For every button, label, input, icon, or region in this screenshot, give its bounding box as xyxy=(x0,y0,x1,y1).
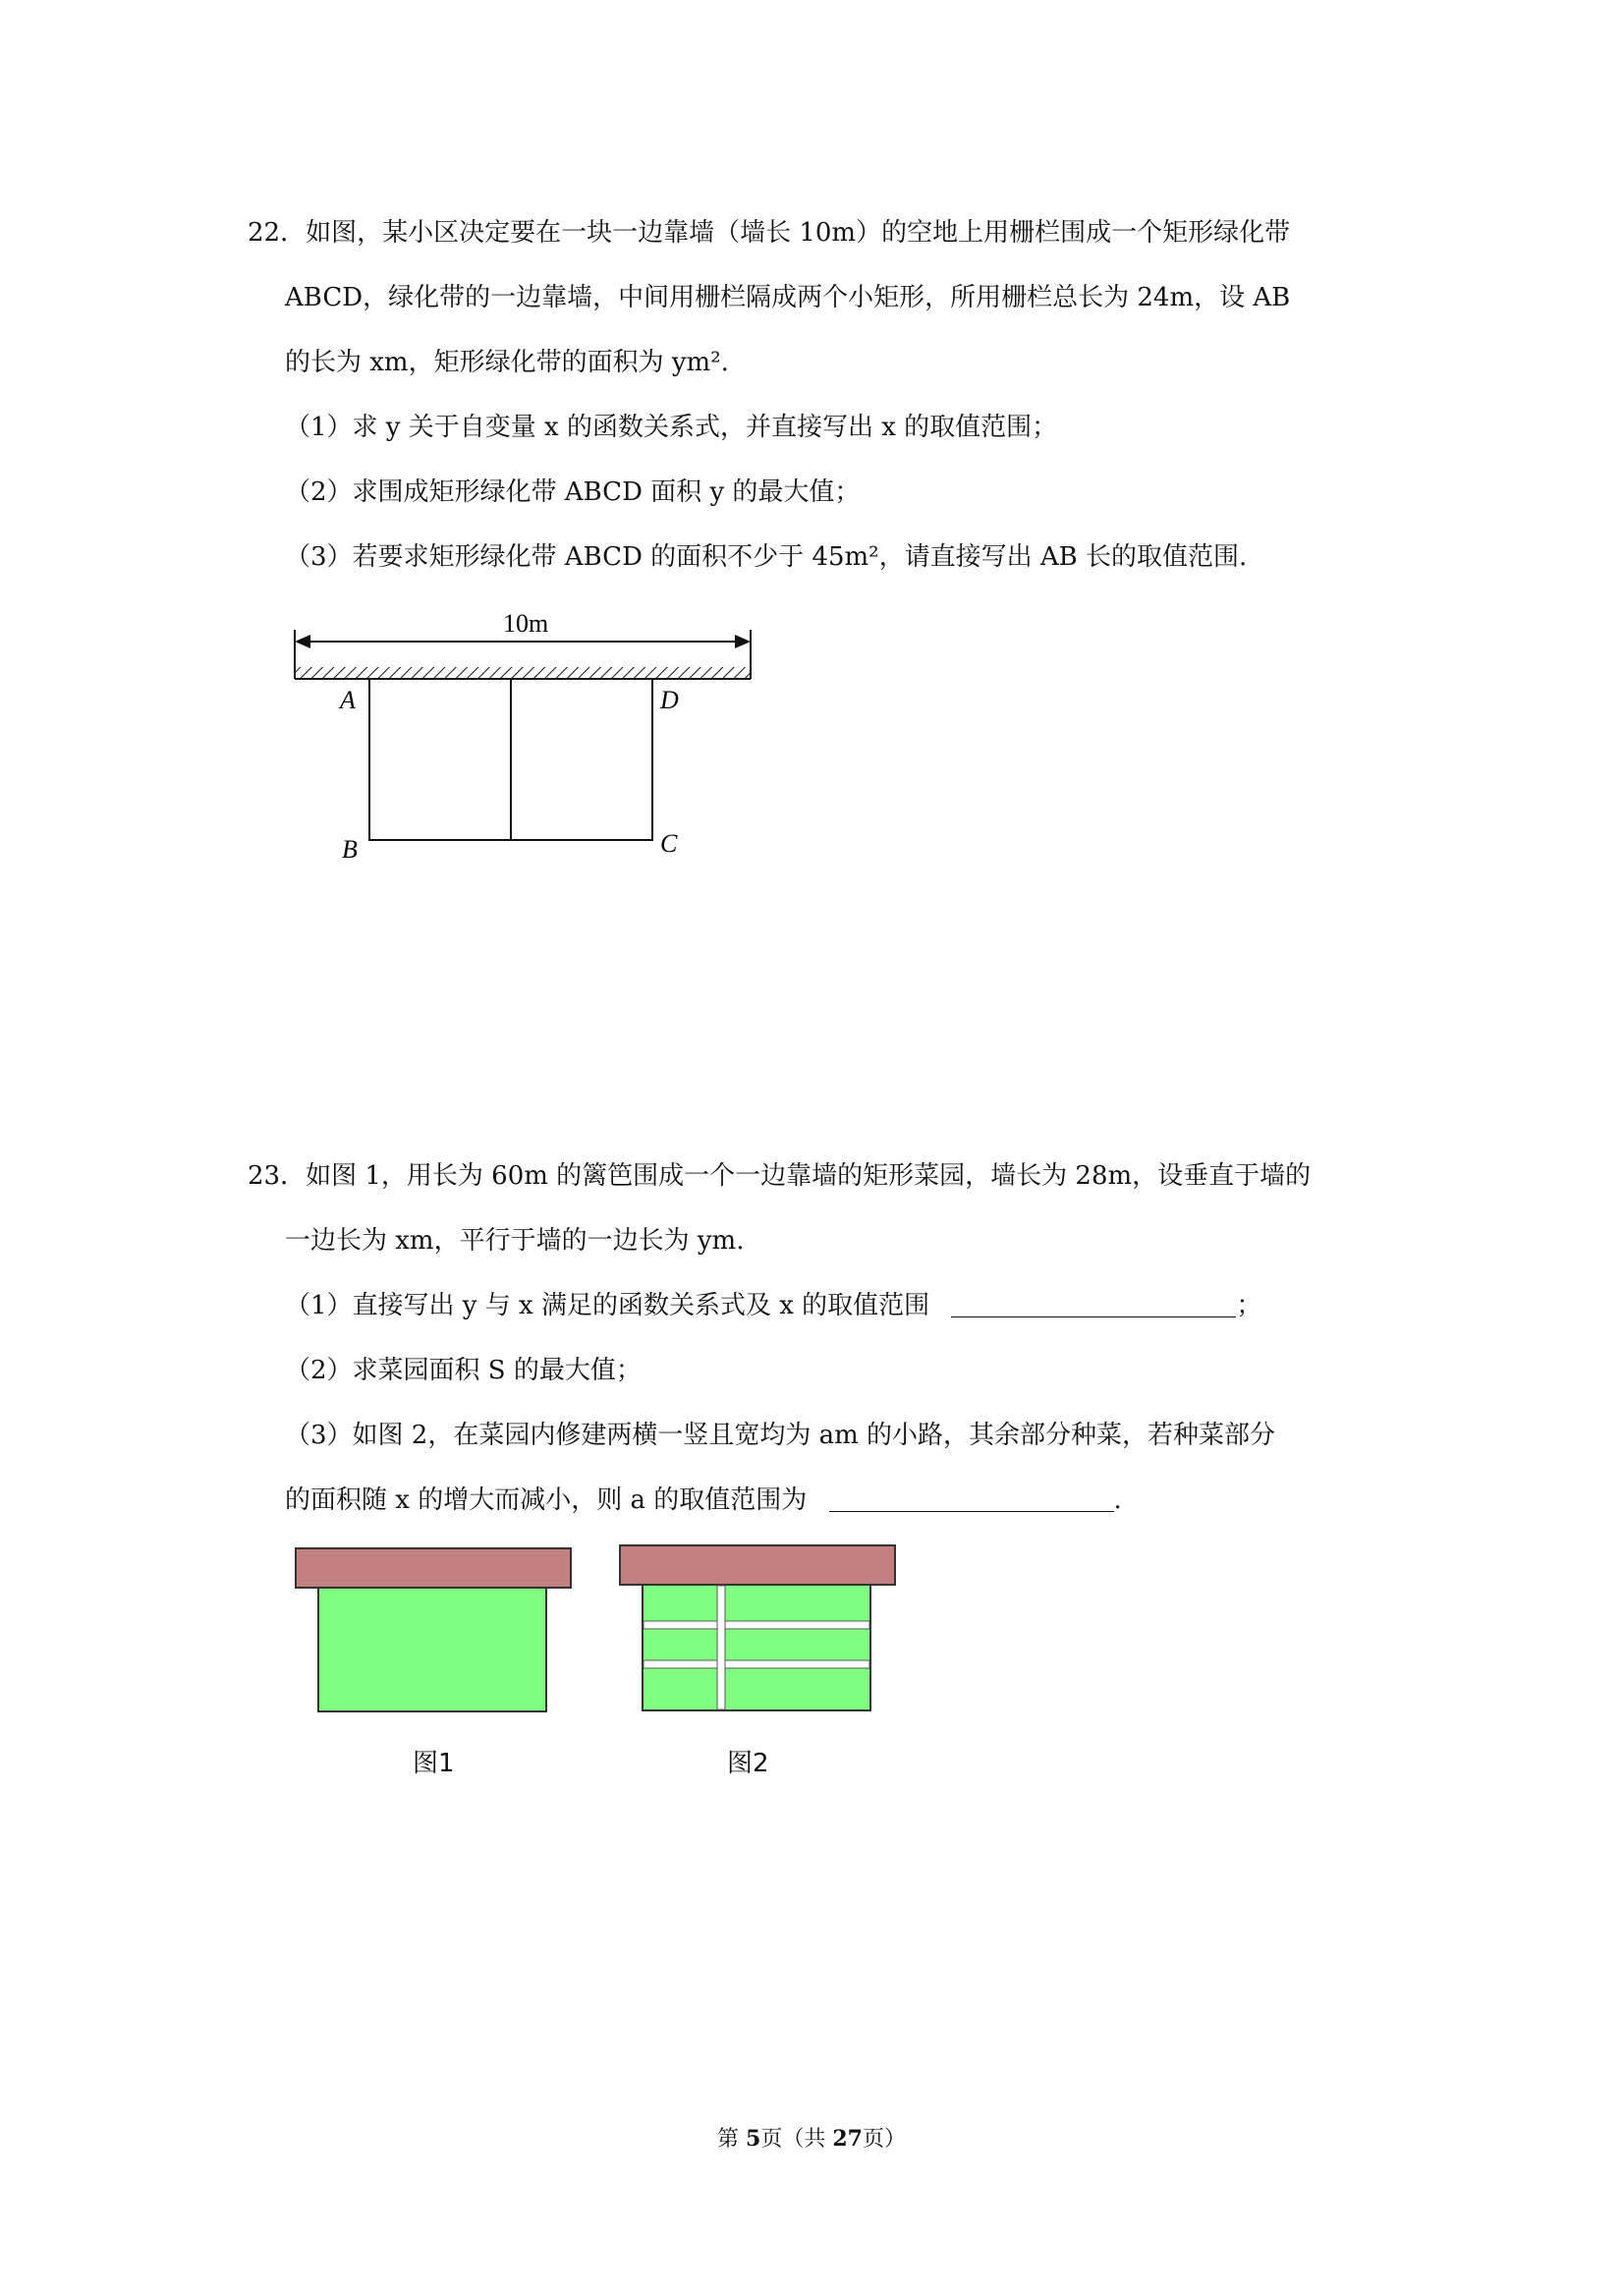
label-B: B xyxy=(342,835,358,864)
wall-hatch xyxy=(295,667,751,679)
q23-sub2: （2）求菜园面积 S 的最大值； xyxy=(285,1356,642,1385)
arrow-right-icon xyxy=(735,635,751,648)
wall xyxy=(620,1545,895,1585)
footer-middle: 页（共 xyxy=(760,2127,833,2152)
q23-line1: 23．如图 1，用长为 60m 的篱笆围成一个一边靠墙的矩形菜园，墙长为 28m，设垂直于墙的 xyxy=(248,1161,1312,1191)
label-C: C xyxy=(660,829,678,858)
q23-sub1-end: ； xyxy=(1236,1291,1262,1320)
q23-sub1-text: （1）直接写出 y 与 x 满足的函数关系式及 x 的取值范围 xyxy=(285,1291,930,1320)
q23-figure-2 xyxy=(619,1544,900,1713)
path-horizontal-1 xyxy=(644,1621,869,1629)
arrow-left-icon xyxy=(295,635,310,648)
q22-sub1: （1）求 y 关于自变量 x 的函数关系式，并直接写出 x 的取值范围； xyxy=(285,413,1058,442)
q22-sub2: （2）求围成矩形绿化带 ABCD 面积 y 的最大值； xyxy=(285,477,861,507)
label-A: A xyxy=(340,686,356,714)
q23-sub3b-text: 的面积随 x 的增大而减小，则 a 的取值范围为 xyxy=(285,1485,808,1515)
fig1-caption: 图1 xyxy=(413,1749,455,1778)
dimension-label: 10m xyxy=(503,609,549,638)
total-pages: 27 xyxy=(832,2126,863,2152)
footer-prefix: 第 xyxy=(717,2127,747,2152)
path-vertical xyxy=(717,1586,725,1709)
q22-sub3: （3）若要求矩形绿化带 ABCD 的面积不少于 45m²，请直接写出 AB 长的取值范围. xyxy=(285,542,1248,572)
q23-line2: 一边长为 xm，平行于墙的一边长为 ym. xyxy=(285,1226,745,1256)
q22-line1: 22．如图，某小区决定要在一块一边靠墙（墙长 10m）的空地上用栅栏围成一个矩形绿化带 xyxy=(248,218,1291,248)
wall xyxy=(296,1548,571,1588)
path-horizontal-2 xyxy=(644,1660,869,1668)
answer-blank-1 xyxy=(951,1291,1236,1317)
garden xyxy=(318,1588,546,1711)
q23-figure-1 xyxy=(295,1547,576,1716)
q23-sub3-end: . xyxy=(1113,1485,1122,1515)
q22-line2: ABCD，绿化带的一边靠墙，中间用栅栏隔成两个小矩形，所用栅栏总长为 24m，设 AB xyxy=(285,283,1291,312)
q23-sub3b xyxy=(285,1480,1122,1516)
footer-suffix: 页） xyxy=(862,2127,906,2152)
fig2-caption: 图2 xyxy=(727,1749,769,1778)
garden xyxy=(643,1585,870,1710)
q22-line3: 的长为 xm，矩形绿化带的面积为 ym². xyxy=(285,348,729,377)
q22-figure xyxy=(285,604,776,879)
label-D: D xyxy=(660,686,679,714)
page-footer xyxy=(0,2122,1623,2153)
page-number: 5 xyxy=(746,2126,761,2152)
q23-sub1 xyxy=(285,1285,1261,1321)
q23-sub3a: （3）如图 2，在菜园内修建两横一竖且宽均为 am 的小路，其余部分种菜，若种菜部分 xyxy=(285,1421,1276,1450)
answer-blank-2 xyxy=(829,1485,1114,1512)
